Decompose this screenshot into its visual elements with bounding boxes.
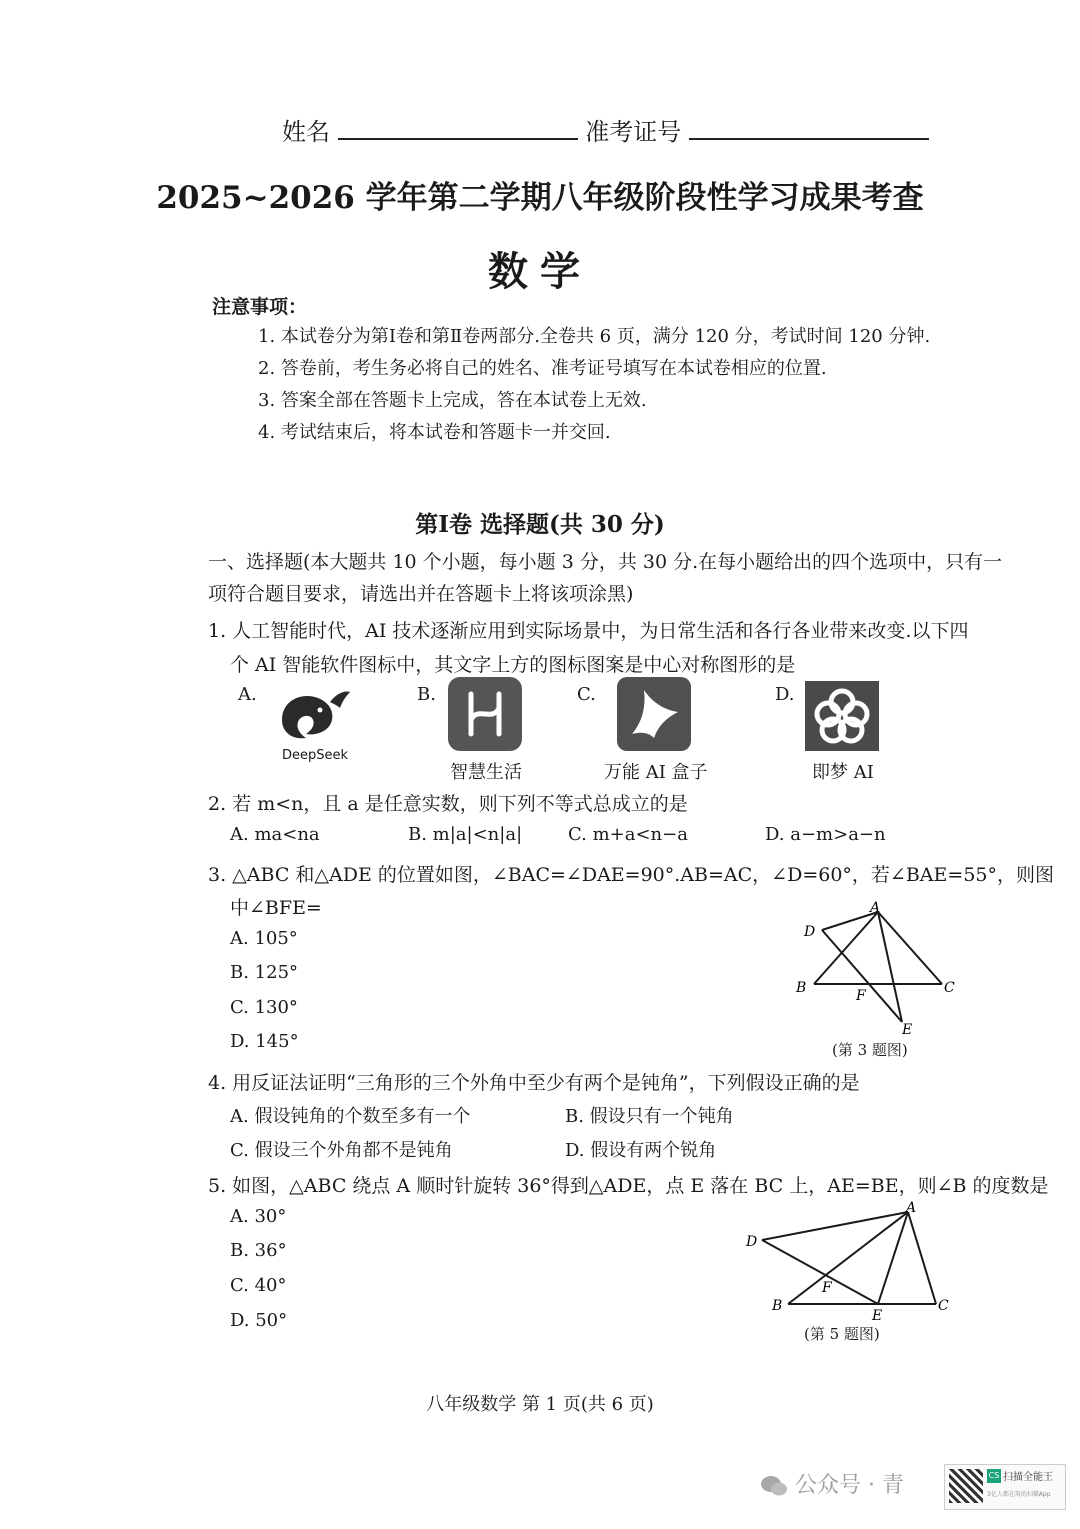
qr-code-icon — [949, 1469, 983, 1503]
q5-label-a: A — [906, 1200, 917, 1216]
smart-life-icon — [447, 676, 523, 756]
q2-option-c: C. m+a<n−a — [568, 824, 688, 845]
wechat-icon — [760, 1473, 795, 1498]
q5-option-d: D. 50° — [230, 1310, 288, 1331]
deepseek-whale-icon — [272, 680, 356, 754]
notice-item-2: 2. 答卷前，考生务必将自己的姓名、准考证号填写在本试卷相应的位置. — [258, 358, 827, 379]
q3-label-c: C — [944, 980, 955, 996]
scanner-badge — [944, 1464, 1066, 1510]
page-footer: 八年级数学 第 1 页(共 6 页) — [426, 1394, 654, 1415]
q2-option-a: A. ma<na — [230, 824, 320, 845]
q3-label-b: B — [796, 980, 807, 996]
q3-option-c: C. 130° — [230, 997, 298, 1018]
q4-stem: 4. 用反证法证明“三角形的三个外角中至少有两个是钝角”，下列假设正确的是 — [208, 1072, 860, 1094]
q5-label-c: C — [938, 1298, 949, 1314]
q4-option-a: A. 假设钝角的个数至多有一个 — [230, 1106, 471, 1127]
name-blank — [338, 116, 578, 140]
q5-option-c: C. 40° — [230, 1275, 287, 1296]
name-field — [282, 112, 929, 147]
q3-line2: 中∠BFE= — [230, 897, 322, 919]
q2-option-d: D. a−m>a−n — [765, 824, 886, 845]
q1-option-d-caption: 即梦 AI — [812, 762, 874, 783]
watermark-text: 公众号 · 青 — [795, 1473, 904, 1498]
camscanner-logo-icon: CS — [987, 1469, 1001, 1483]
q4-option-b: B. 假设只有一个钝角 — [565, 1106, 734, 1127]
q2-option-b: B. m|a|<n|a| — [408, 824, 523, 845]
ai-box-icon — [616, 676, 692, 756]
q1-option-d-letter: D. — [775, 684, 795, 705]
q3-option-b: B. 125° — [230, 962, 299, 983]
exam-title: 2025~2026 学年第二学期八年级阶段性学习成果考查 — [156, 180, 924, 216]
q3-label-a: A — [870, 900, 881, 916]
q3-figure-caption: (第 3 题图) — [832, 1041, 908, 1059]
q5-stem: 5. 如图，△ABC 绕点 A 顺时针旋转 36°得到△ADE，点 E 落在 BC 上，AE=BE，则∠B 的度数是 — [208, 1175, 1049, 1197]
q3-option-a: A. 105° — [230, 928, 298, 949]
q5-label-d: D — [746, 1234, 758, 1250]
section-intro-line2: 项符合题目要求，请选出并在答题卡上将该项涂黑) — [208, 583, 634, 605]
q1-option-a-letter: A. — [238, 684, 257, 705]
section-intro-line1: 一、选择题(本大题共 10 个小题，每小题 3 分，共 30 分.在每小题给出的四个选项中，只有一 — [208, 551, 1003, 573]
q5-option-b: B. 36° — [230, 1240, 287, 1261]
q1-option-a-caption: DeepSeek — [282, 748, 349, 763]
q1-option-c-letter: C. — [577, 684, 596, 705]
q3-label-f: F — [856, 988, 866, 1004]
scanner-subtitle: 3亿人都在用的扫描App — [987, 1491, 1051, 1498]
q1-line2: 个 AI 智能软件图标中，其文字上方的图标图案是中心对称图形的是 — [230, 654, 796, 676]
q3-figure-lines — [814, 912, 942, 1022]
name-label: 姓名 — [282, 118, 330, 146]
q1-option-c-caption: 万能 AI 盒子 — [604, 762, 708, 783]
notice-item-3: 3. 答案全部在答题卡上完成，答在本试卷上无效. — [258, 390, 647, 411]
q5-label-b: B — [772, 1298, 783, 1314]
q5-option-a: A. 30° — [230, 1206, 287, 1227]
q3-label-d: D — [804, 924, 816, 940]
id-blank — [689, 116, 929, 140]
q5-figure-lines — [762, 1212, 936, 1304]
id-label: 准考证号 — [585, 118, 682, 146]
q4-option-d: D. 假设有两个锐角 — [565, 1140, 717, 1161]
q3-option-d: D. 145° — [230, 1031, 299, 1052]
notice-heading: 注意事项： — [212, 296, 308, 318]
notice-item-4: 4. 考试结束后，将本试卷和答题卡一并交回. — [258, 422, 611, 443]
subject-title: 数学 — [488, 248, 592, 295]
notice-item-1: 1. 本试卷分为第Ⅰ卷和第Ⅱ卷两部分.全卷共 6 页，满分 120 分，考试时间 120 分钟. — [258, 326, 931, 347]
q1-line1: 1. 人工智能时代，AI 技术逐渐应用到实际场景中，为日常生活和各行各业带来改变.以下四 — [208, 620, 969, 642]
q2-stem: 2. 若 m<n，且 a 是任意实数，则下列不等式总成立的是 — [208, 793, 688, 815]
section-title: 第Ⅰ卷 选择题(共 30 分) — [415, 511, 665, 538]
q3-figure — [790, 892, 970, 1042]
q3-line1: 3. △ABC 和△ADE 的位置如图，∠BAC=∠DAE=90°.AB=AC，∠D=60°，若∠BAE=55°，则图 — [208, 864, 1054, 886]
q1-option-b-letter: B. — [417, 684, 436, 705]
watermark — [760, 1468, 904, 1499]
q5-figure — [740, 1196, 960, 1326]
q1-option-b-caption: 智慧生活 — [450, 762, 522, 783]
q5-label-e: E — [872, 1308, 883, 1324]
q5-label-f: F — [822, 1280, 832, 1296]
q5-figure-caption: (第 5 题图) — [804, 1325, 880, 1343]
scanner-title: 扫描全能王 — [1003, 1472, 1053, 1483]
jimeng-flower-icon — [804, 680, 880, 756]
q4-option-c: C. 假设三个外角都不是钝角 — [230, 1140, 453, 1161]
q3-label-e: E — [902, 1022, 913, 1038]
